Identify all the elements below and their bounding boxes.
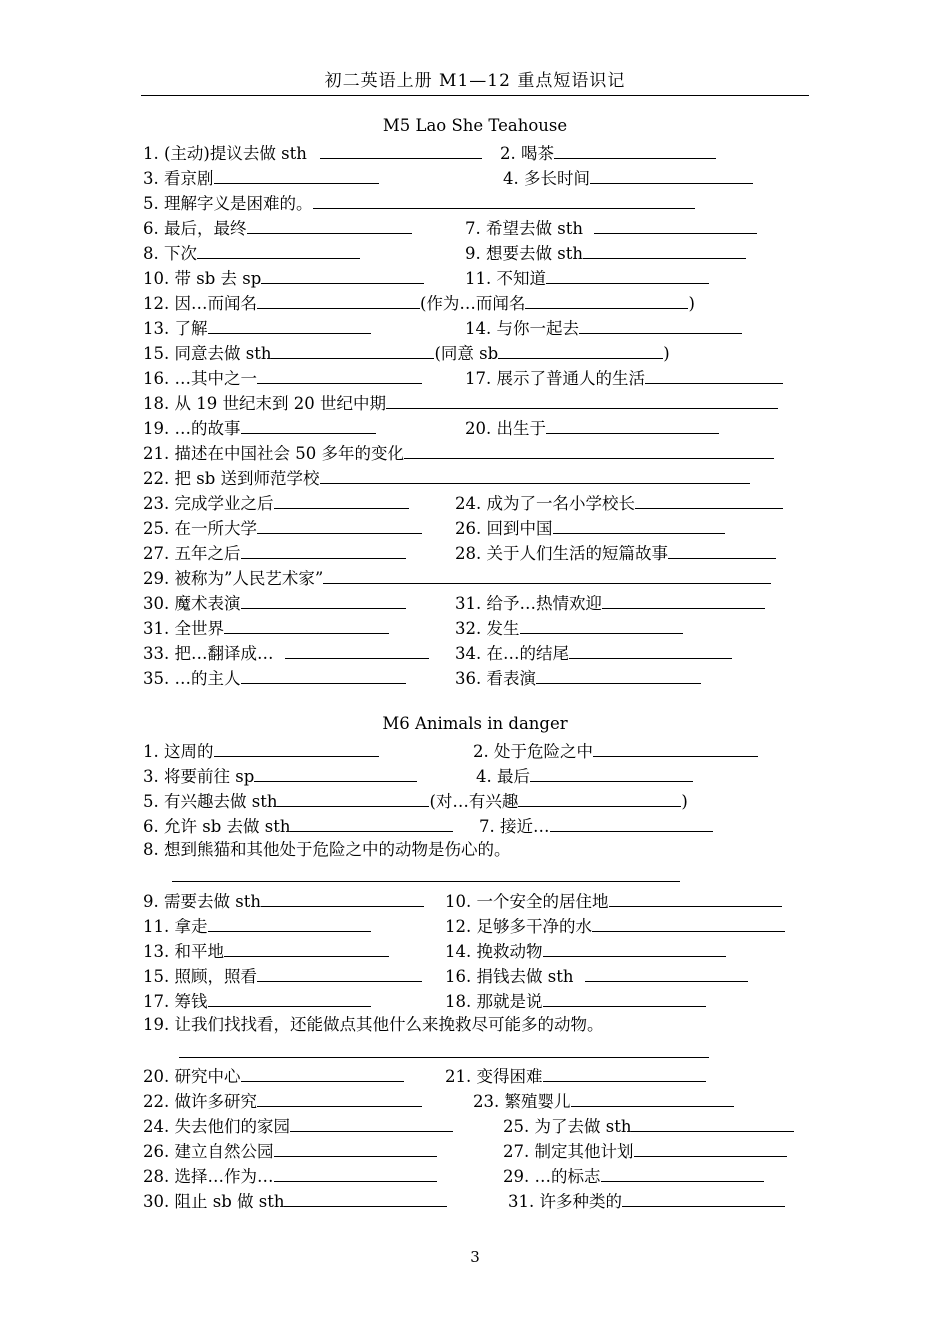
answer-blank[interactable]: [320, 466, 750, 484]
phrase-prompt: 28. 关于人们生活的短篇故事: [455, 544, 668, 563]
answer-blank[interactable]: [622, 1189, 785, 1207]
answer-blank[interactable]: [208, 989, 371, 1007]
phrase-prompt: 14. 挽救动物: [445, 942, 543, 961]
answer-blank[interactable]: [274, 1139, 437, 1157]
answer-line[interactable]: [179, 1057, 709, 1058]
phrase-prompt: 1. 这周的: [143, 742, 214, 761]
phrase-prompt: 18. 从 19 世纪末到 20 世纪中期: [143, 394, 386, 413]
phrase-prompt: 9. 需要去做 sth: [143, 892, 261, 911]
phrase-prompt: 10. 带 sb 去 sp: [143, 269, 262, 288]
phrase-prompt: 34. 在…的结尾: [455, 644, 569, 663]
answer-blank[interactable]: [546, 416, 719, 434]
phrase-prompt: 4. 最后: [476, 767, 530, 786]
phrase-prompt: 20. 研究中心: [143, 1067, 241, 1086]
answer-blank[interactable]: [585, 964, 748, 982]
answer-blank[interactable]: [241, 541, 406, 559]
answer-blank[interactable]: [214, 739, 379, 757]
phrase-prompt-alt: (作为…而闻名: [420, 294, 526, 313]
answer-blank[interactable]: [543, 1064, 706, 1082]
phrase-prompt: 22. 做许多研究: [143, 1092, 257, 1111]
close-paren: ): [688, 294, 695, 313]
phrase-prompt: 12. 足够多干净的水: [445, 917, 592, 936]
phrase-prompt: 29. 被称为”人民艺术家”: [143, 569, 324, 588]
answer-blank[interactable]: [520, 616, 683, 634]
answer-blank[interactable]: [645, 366, 783, 384]
phrase-prompt: 1. (主动)提议去做 sth: [143, 144, 307, 163]
phrase-prompt: 19. 让我们找找看，还能做点其他什么来挽救尽可能多的动物。: [143, 1015, 604, 1034]
phrase-prompt: 31. 给予…热情欢迎: [455, 594, 602, 613]
phrase-prompt: 36. 看表演: [455, 669, 536, 688]
phrase-prompt: 17. 展示了普通人的生活: [465, 369, 645, 388]
answer-blank[interactable]: [257, 1089, 422, 1107]
answer-blank[interactable]: [590, 166, 753, 184]
phrase-prompt: 26. 建立自然公园: [143, 1142, 274, 1161]
answer-blank[interactable]: [593, 739, 758, 757]
answer-blank[interactable]: [271, 341, 434, 359]
phrase-prompt: 3. 看京剧: [143, 169, 214, 188]
answer-blank[interactable]: [224, 939, 389, 957]
section-title-m6: M6 Animals in danger: [382, 714, 568, 733]
answer-blank[interactable]: [208, 316, 371, 334]
answer-blank[interactable]: [208, 914, 371, 932]
phrase-prompt: 16. …其中之一: [143, 369, 257, 388]
phrase-prompt: 28. 选择…作为…: [143, 1167, 274, 1186]
phrase-prompt: 23. 完成学业之后: [143, 494, 274, 513]
answer-blank[interactable]: [498, 341, 663, 359]
phrase-prompt: 18. 那就是说: [445, 992, 543, 1011]
answer-blank[interactable]: [631, 1114, 794, 1132]
answer-blank[interactable]: [323, 566, 771, 584]
answer-blank[interactable]: [290, 814, 453, 832]
answer-blank[interactable]: [285, 641, 429, 659]
section-title-m5: M5 Lao She Teahouse: [382, 116, 568, 135]
phrase-prompt: 2. 喝茶: [500, 144, 554, 163]
phrase-prompt: 5. 有兴趣去做 sth: [143, 792, 278, 811]
phrase-prompt: 10. 一个安全的居住地: [445, 892, 609, 911]
phrase-prompt: 29. …的标志: [503, 1167, 601, 1186]
phrase-prompt: 13. 和平地: [143, 942, 224, 961]
answer-blank[interactable]: [525, 291, 688, 309]
answer-blank[interactable]: [274, 1164, 437, 1182]
phrase-prompt: 24. 成为了一名小学校长: [455, 494, 635, 513]
phrase-prompt: 32. 发生: [455, 619, 520, 638]
phrase-prompt: 15. 照顾，照看: [143, 967, 257, 986]
phrase-prompt: 31. 全世界: [143, 619, 224, 638]
answer-blank[interactable]: [592, 914, 785, 932]
phrase-prompt: 7. 希望去做 sth: [465, 219, 583, 238]
answer-blank[interactable]: [320, 141, 482, 159]
answer-blank[interactable]: [261, 889, 424, 907]
phrase-prompt: 2. 处于危险之中: [473, 742, 593, 761]
phrase-prompt: 9. 想要去做 sth: [465, 244, 583, 263]
phrase-prompt: 16. 捐钱去做 sth: [445, 967, 574, 986]
phrase-prompt: 15. 同意去做 sth: [143, 344, 272, 363]
answer-blank[interactable]: [241, 1064, 404, 1082]
answer-blank[interactable]: [609, 889, 782, 907]
phrase-prompt: 23. 繁殖婴儿: [473, 1092, 571, 1111]
answer-blank[interactable]: [594, 216, 757, 234]
close-paren: ): [663, 344, 670, 363]
answer-blank[interactable]: [536, 666, 701, 684]
answer-blank[interactable]: [313, 191, 695, 209]
answer-blank[interactable]: [554, 141, 716, 159]
phrase-prompt: 20. 出生于: [465, 419, 546, 438]
phrase-prompt: 19. …的故事: [143, 419, 241, 438]
phrase-prompt: 33. 把…翻译成…: [143, 644, 274, 663]
answer-blank[interactable]: [571, 1089, 734, 1107]
phrase-prompt: 24. 失去他们的家园: [143, 1117, 290, 1136]
phrase-prompt: 25. 在一所大学: [143, 519, 257, 538]
phrase-prompt: 21. 描述在中国社会 50 多年的变化: [143, 444, 404, 463]
phrase-prompt: 27. 制定其他计划: [503, 1142, 634, 1161]
phrase-prompt: 30. 阻止 sb 做 sth: [143, 1192, 285, 1211]
answer-blank[interactable]: [257, 366, 422, 384]
answer-blank[interactable]: [257, 291, 420, 309]
phrase-prompt-alt: (同意 sb: [434, 344, 499, 363]
phrase-prompt: 11. 不知道: [465, 269, 546, 288]
phrase-prompt: 8. 下次: [143, 244, 197, 263]
phrase-prompt: 6. 最后，最终: [143, 219, 247, 238]
answer-blank[interactable]: [254, 764, 417, 782]
answer-blank[interactable]: [530, 764, 693, 782]
answer-blank[interactable]: [257, 516, 422, 534]
phrase-prompt: 25. 为了去做 sth: [503, 1117, 632, 1136]
phrase-prompt: 35. …的主人: [143, 669, 241, 688]
answer-blank[interactable]: [518, 789, 681, 807]
answer-blank[interactable]: [668, 541, 776, 559]
phrase-prompt: 5. 理解字义是困难的。: [143, 194, 313, 213]
phrase-prompt: 3. 将要前往 sp: [143, 767, 255, 786]
answer-blank[interactable]: [602, 591, 765, 609]
phrase-prompt: 17. 筹钱: [143, 992, 208, 1011]
answer-blank[interactable]: [543, 939, 726, 957]
answer-blank[interactable]: [257, 964, 422, 982]
phrase-prompt: 8. 想到熊猫和其他处于危险之中的动物是伤心的。: [143, 840, 511, 859]
answer-blank[interactable]: [284, 1189, 447, 1207]
answer-blank[interactable]: [546, 266, 709, 284]
phrase-prompt: 13. 了解: [143, 319, 208, 338]
phrase-prompt: 31. 许多种类的: [508, 1192, 622, 1211]
phrase-prompt: 14. 与你一起去: [465, 319, 579, 338]
phrase-prompt: 12. 因…而闻名: [143, 294, 257, 313]
answer-blank[interactable]: [634, 1139, 787, 1157]
phrase-prompt: 11. 拿走: [143, 917, 208, 936]
answer-line[interactable]: [172, 881, 680, 882]
answer-blank[interactable]: [386, 391, 778, 409]
answer-blank[interactable]: [404, 441, 774, 459]
phrase-prompt-alt: (对…有兴趣: [429, 792, 519, 811]
phrase-prompt: 27. 五年之后: [143, 544, 241, 563]
answer-blank[interactable]: [241, 666, 406, 684]
phrase-prompt: 4. 多长时间: [503, 169, 590, 188]
header-divider: [141, 95, 809, 96]
answer-blank[interactable]: [550, 814, 713, 832]
answer-blank[interactable]: [290, 1114, 453, 1132]
answer-blank[interactable]: [197, 241, 360, 259]
answer-blank[interactable]: [241, 416, 376, 434]
phrase-prompt: 21. 变得困难: [445, 1067, 543, 1086]
answer-blank[interactable]: [274, 491, 409, 509]
page-header-title: 初二英语上册 M1—12 重点短语识记: [324, 71, 626, 91]
answer-blank[interactable]: [261, 266, 424, 284]
answer-blank[interactable]: [635, 491, 783, 509]
answer-blank[interactable]: [224, 616, 389, 634]
answer-blank[interactable]: [241, 591, 406, 609]
answer-blank[interactable]: [277, 789, 429, 807]
answer-blank[interactable]: [543, 989, 706, 1007]
phrase-prompt: 7. 接近…: [479, 817, 550, 836]
page-number: 3: [470, 1248, 480, 1266]
phrase-prompt: 26. 回到中国: [455, 519, 553, 538]
phrase-prompt: 30. 魔术表演: [143, 594, 241, 613]
phrase-prompt: 22. 把 sb 送到师范学校: [143, 469, 320, 488]
answer-blank[interactable]: [247, 216, 412, 234]
phrase-prompt: 6. 允许 sb 去做 sth: [143, 817, 291, 836]
close-paren: ): [681, 792, 688, 811]
answer-blank[interactable]: [579, 316, 742, 334]
answer-blank[interactable]: [569, 641, 732, 659]
answer-blank[interactable]: [214, 166, 379, 184]
answer-blank[interactable]: [583, 241, 746, 259]
answer-blank[interactable]: [601, 1164, 764, 1182]
answer-blank[interactable]: [553, 516, 725, 534]
